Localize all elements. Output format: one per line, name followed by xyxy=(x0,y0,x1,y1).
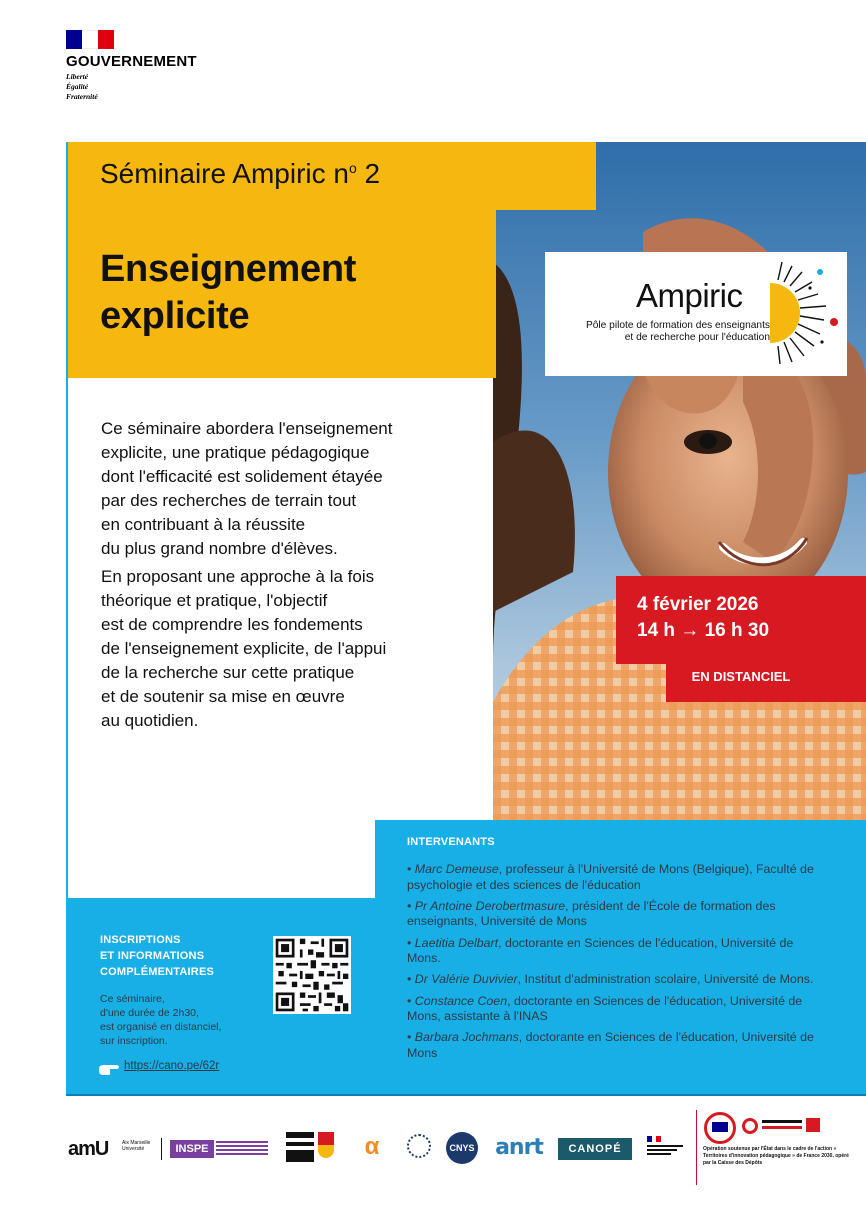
ministry-logo xyxy=(647,1136,687,1164)
footer-divider xyxy=(696,1110,697,1185)
event-date: 4 février 2026 xyxy=(637,594,759,615)
speaker-item: • Laetitia Delbart, doctorante en Sciences de l'éducation, Université de Mons. xyxy=(407,935,794,966)
speakers-title: INTERVENANTS xyxy=(407,836,495,848)
ampiric-subtitle: Pôle pilote de formation des enseignants et de recherche pour l'éducation xyxy=(585,320,770,343)
government-motto: Liberté Égalité Fraternité xyxy=(66,72,98,101)
caisse-depots-icon xyxy=(806,1118,820,1132)
seminar-title: Séminaire Ampiric $n^o$ 2 xyxy=(100,158,381,189)
ampiric-sun-logo-icon xyxy=(770,258,840,368)
speaker-item: • Marc Demeuse, professeur à l'Université de Mons (Belgique), Faculté de psychologie et des sciences de l'éducation xyxy=(407,862,814,892)
logo-divider xyxy=(161,1138,162,1160)
globe-icon xyxy=(407,1134,431,1158)
amu-logo: amU xyxy=(68,1138,109,1160)
main-title: Enseignement explicite xyxy=(100,248,357,337)
footer-note: Opération soutenue par l'État dans le cadre de l'action « Territoires d'innovation pédagogique » de France 2030, opéré par la Caisse des Dépôts xyxy=(703,1146,849,1166)
french-flag-icon xyxy=(66,30,114,49)
region-logo xyxy=(286,1132,314,1162)
speaker-item: • Constance Coen, doctorante en Sciences de l'éducation, Université de Mons, assistante à l'INAS xyxy=(407,993,803,1024)
speaker-item: • Dr Valérie Duvivier, Institut d'administration scolaire, Université de Mons. xyxy=(407,972,814,987)
region-shield-icon xyxy=(318,1132,334,1158)
speaker-item: • Pr Antoine Derobertmasure, président de l'École de formation des enseignants, Université de Mons xyxy=(407,898,776,929)
inspe-lines xyxy=(216,1141,268,1157)
france-2030-inner xyxy=(712,1122,728,1132)
amu-subtitle: Aix Marseille Université xyxy=(122,1140,151,1152)
description xyxy=(101,417,461,737)
banque-territoires-text xyxy=(762,1120,802,1123)
canope-logo: CANOPÉ xyxy=(558,1138,632,1160)
description-paragraph-1: Ce séminaire abordera l'enseignement explicite, une pratique pédagogique dont l'efficacité est solidement étayée par des recherches de terrain tout en contribuant à la réussite du plus grand nombre d'élèves. xyxy=(101,419,393,558)
pointing-hand-icon xyxy=(98,1060,120,1076)
cnys-logo: CNYS xyxy=(446,1132,478,1164)
university-logo-orange: α xyxy=(364,1133,380,1160)
title-strip xyxy=(496,142,596,210)
government-logo xyxy=(66,30,236,114)
qr-code-icon[interactable] xyxy=(273,936,351,1014)
registration-text: Ce séminaire, d'une durée de 2h30, est organisé en distanciel, sur inscription. xyxy=(100,993,222,1047)
banque-territoires-text-2 xyxy=(762,1126,802,1129)
registration-link[interactable]: https://cano.pe/62r xyxy=(124,1060,220,1072)
event-time: 14 h → 16 h 30 xyxy=(637,620,770,641)
event-mode: EN DISTANCIEL xyxy=(691,669,791,684)
speaker-item: • Barbara Jochmans, doctorante en Sciences de l'éducation, Université de Mons xyxy=(407,1030,814,1060)
description-paragraph-2: En proposant une approche à la fois théorique et pratique, l'objectif est de comprendre les fondements de l'enseignement explicite, de l'appui de la recherche sur cette pratique et de soutenir sa mise en œuvre au quotidien. xyxy=(101,567,387,730)
speaker-list xyxy=(407,862,827,1067)
government-name: GOUVERNEMENT xyxy=(66,53,197,70)
banque-territoires-logo xyxy=(742,1118,758,1134)
frame-border-bottom xyxy=(66,1094,866,1096)
registration-title: INSCRIPTIONS ET INFORMATIONS COMPLÉMENTAIRES xyxy=(100,934,215,978)
inspe-logo: INSPE xyxy=(170,1140,214,1158)
ampiric-name: Ampiric xyxy=(636,277,743,314)
anrt-logo: anrt xyxy=(495,1134,543,1160)
hero-photo xyxy=(493,142,866,822)
